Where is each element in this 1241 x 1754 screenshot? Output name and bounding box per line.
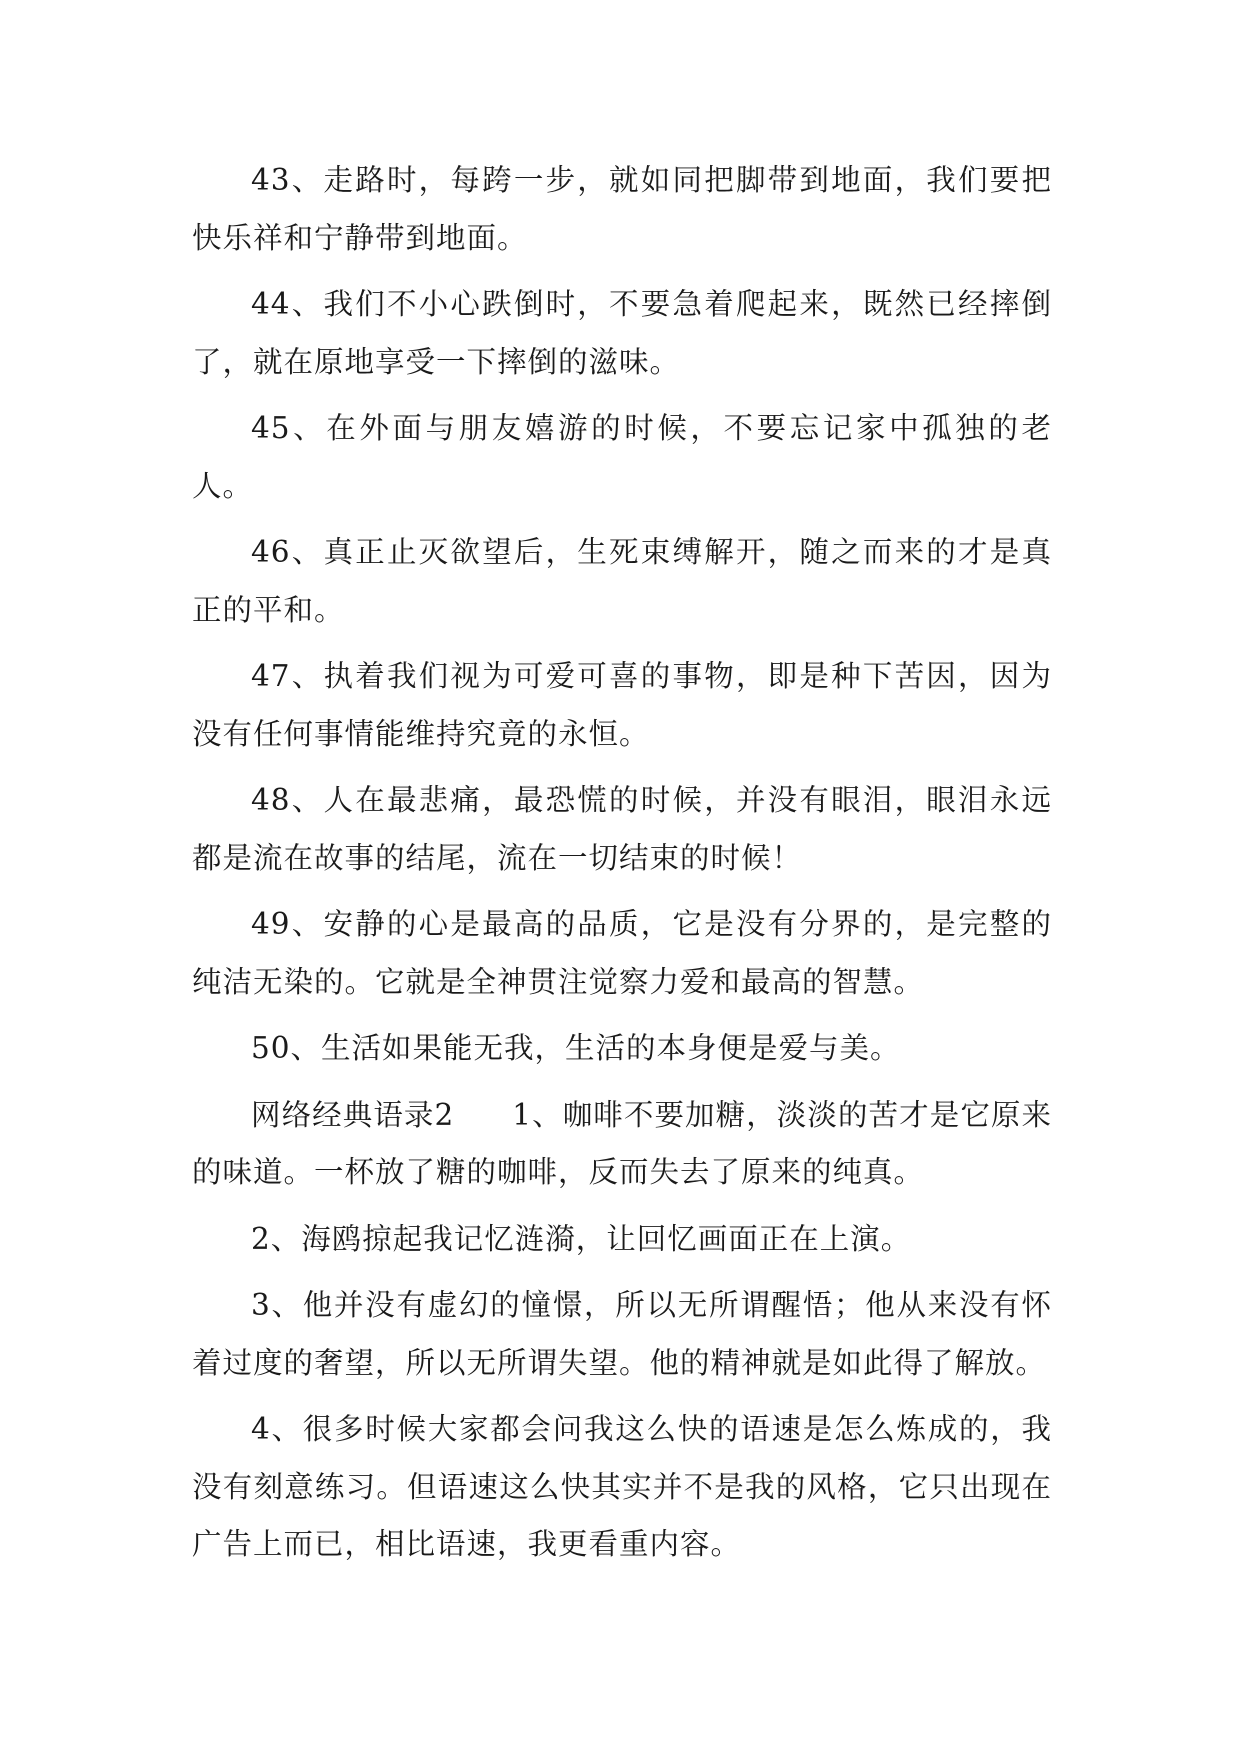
- quote-paragraph-3: 3、他并没有虚幻的憧憬，所以无所谓醒悟；他从来没有怀着过度的奢望，所以无所谓失望。他的精神就是如此得了解放。: [192, 1288, 1052, 1380]
- quote-paragraph-1: 1、咖啡不要加糖，淡淡的苦才是它原来的味道。一杯放了糖的咖啡，反而失去了原来的纯真。: [192, 1097, 1052, 1189]
- quote-paragraph-43: 43、走路时，每跨一步，就如同把脚带到地面，我们要把快乐祥和宁静带到地面。: [192, 163, 1052, 255]
- document-body: [192, 152, 1052, 1583]
- quote-paragraph-4: 4、很多时候大家都会问我这么快的语速是怎么炼成的，我没有刻意练习。但语速这么快其实并不是我的风格，它只出现在广告上而已，相比语速，我更看重内容。: [192, 1412, 1052, 1561]
- section-paragraph: [192, 1087, 1052, 1202]
- quote-paragraph-49: 49、安静的心是最高的品质，它是没有分界的，是完整的纯洁无染的。它就是全神贯注觉察力爱和最高的智慧。: [192, 907, 1052, 999]
- quote-paragraph-44: 44、我们不小心跌倒时，不要急着爬起来，既然已经摔倒了，就在原地享受一下摔倒的滋味。: [192, 287, 1052, 379]
- section-heading: 网络经典语录2: [251, 1097, 455, 1132]
- quote-paragraph-2: 2、海鸥掠起我记忆涟漪，让回忆画面正在上演。: [251, 1221, 912, 1256]
- quote-paragraph-48: 48、人在最悲痛，最恐慌的时候，并没有眼泪，眼泪永远都是流在故事的结尾，流在一切结束的时候！: [192, 783, 1052, 875]
- quote-paragraph-50: 50、生活如果能无我，生活的本身便是爱与美。: [251, 1031, 901, 1065]
- quote-paragraph-46: 46、真正止灭欲望后，生死束缚解开，随之而来的才是真正的平和。: [192, 535, 1052, 627]
- quote-paragraph-47: 47、执着我们视为可爱可喜的事物，即是种下苦因，因为没有任何事情能维持究竟的永恒。: [192, 659, 1052, 751]
- quote-paragraph-45: 45、在外面与朋友嬉游的时候，不要忘记家中孤独的老人。: [192, 411, 1052, 503]
